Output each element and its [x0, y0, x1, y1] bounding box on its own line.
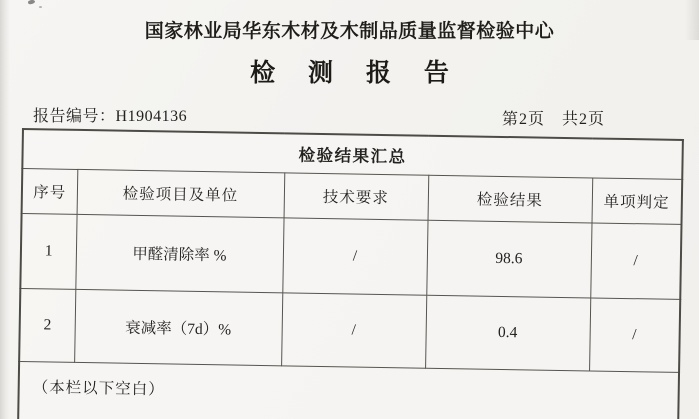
row-result: 98.6 — [426, 220, 591, 298]
row-index: 2 — [19, 288, 75, 362]
row-judgement: / — [589, 298, 680, 372]
column-header-judgement: 单项判定 — [592, 178, 683, 224]
row-item: 衰减率（7d）% — [74, 289, 282, 365]
column-header-index: 序号 — [22, 169, 78, 215]
row-index: 1 — [20, 214, 76, 290]
column-header-result: 检验结果 — [428, 175, 593, 223]
blank-note: （本栏以下空白） — [18, 361, 679, 419]
row-requirement: / — [282, 218, 427, 295]
page-indicator: 第2页 共2页 — [502, 111, 606, 128]
report-number-value: H1904136 — [115, 108, 188, 125]
result-row-2 — [19, 288, 680, 372]
report-number-label: 报告编号： — [33, 108, 116, 125]
scan-artifact-speck — [28, 0, 36, 5]
column-header-requirement: 技术要求 — [284, 173, 429, 220]
blank-note-row — [18, 361, 679, 419]
row-item: 甲醛清除率 % — [75, 214, 283, 292]
document-title: 检 测 报 告 — [250, 59, 462, 87]
row-judgement: / — [590, 223, 681, 299]
row-result: 0.4 — [425, 295, 590, 371]
column-header-item: 检验项目及单位 — [77, 169, 285, 217]
row-requirement: / — [281, 293, 426, 368]
organization-title: 国家林业局华东木材及木制品质量监督检验中心 — [144, 21, 555, 42]
report-number — [33, 103, 187, 126]
scan-artifact-speck — [39, 6, 42, 8]
result-row-1 — [20, 214, 681, 300]
table-title: 检验结果汇总 — [22, 129, 683, 179]
results-table — [17, 128, 684, 419]
